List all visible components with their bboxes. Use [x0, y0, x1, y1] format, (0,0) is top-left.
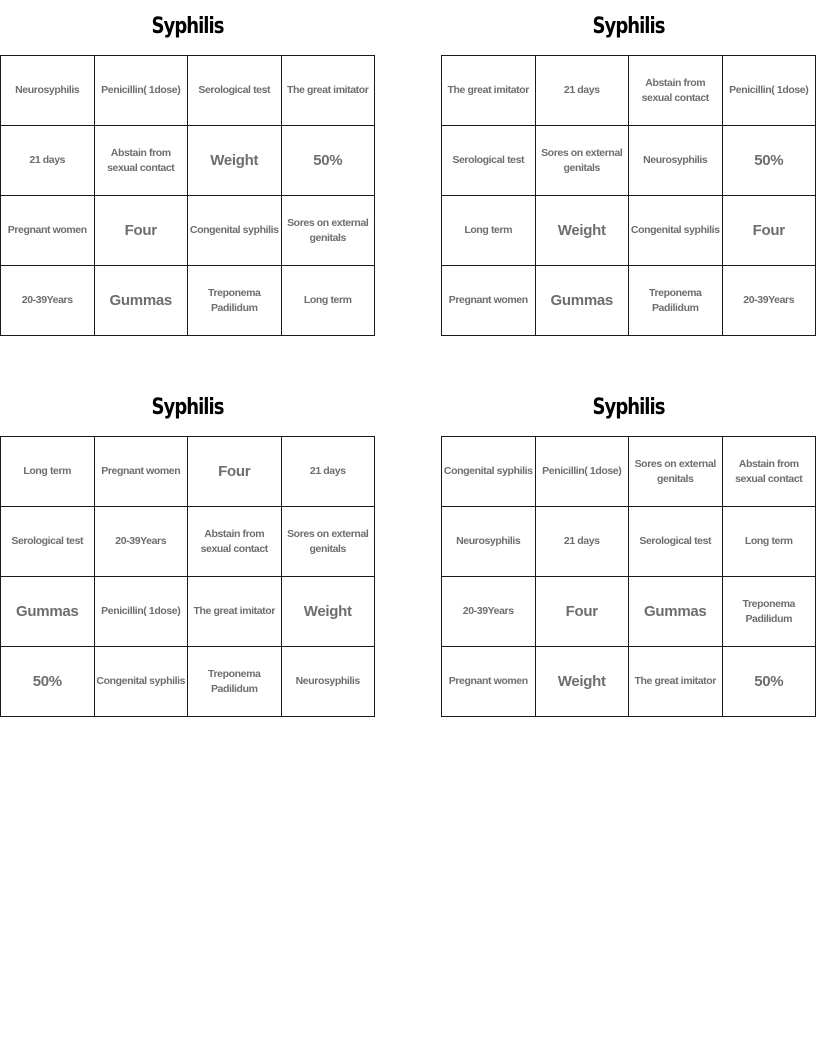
- bingo-cell: Pregnant women: [442, 266, 536, 336]
- bingo-cell: Neurosyphilis: [282, 647, 376, 717]
- bingo-cell: Four: [723, 196, 816, 266]
- bingo-cell: Serological test: [629, 507, 723, 577]
- bingo-cell: Treponema Padilidum: [188, 647, 282, 717]
- bingo-cell: Serological test: [442, 126, 536, 196]
- bingo-cell: 21 days: [536, 56, 630, 126]
- bingo-cell: Treponema Padilidum: [188, 266, 282, 336]
- bingo-cell: Congenital syphilis: [442, 437, 536, 507]
- bingo-card-1: [0, 10, 375, 336]
- bingo-cell: Four: [95, 196, 189, 266]
- bingo-cell: Pregnant women: [95, 437, 189, 507]
- bingo-cell: Long term: [282, 266, 376, 336]
- bingo-cell: Weight: [188, 126, 282, 196]
- bingo-cell: 50%: [723, 126, 816, 196]
- bingo-cell: Abstain from sexual contact: [723, 437, 816, 507]
- bingo-cell: Penicillin( 1dose): [95, 56, 189, 126]
- bingo-cell: Serological test: [188, 56, 282, 126]
- bingo-cell: Weight: [536, 647, 630, 717]
- bingo-cell: The great imitator: [282, 56, 376, 126]
- bingo-cell: 50%: [723, 647, 816, 717]
- bingo-card-2: [441, 10, 816, 336]
- bingo-cell: Sores on external genitals: [282, 196, 376, 266]
- bingo-cell: Four: [536, 577, 630, 647]
- card-title: Syphilis: [592, 14, 665, 39]
- bingo-cell: Neurosyphilis: [629, 126, 723, 196]
- bingo-cell: Long term: [723, 507, 816, 577]
- bingo-cell: Penicillin( 1dose): [536, 437, 630, 507]
- bingo-cell: Sores on external genitals: [629, 437, 723, 507]
- bingo-grid: [441, 436, 816, 717]
- bingo-cell: 20-39Years: [723, 266, 816, 336]
- bingo-cell: Gummas: [95, 266, 189, 336]
- bingo-cell: The great imitator: [442, 56, 536, 126]
- bingo-cell: The great imitator: [188, 577, 282, 647]
- card-title: Syphilis: [592, 395, 665, 420]
- bingo-cell: 21 days: [282, 437, 376, 507]
- bingo-cell: Serological test: [1, 507, 95, 577]
- bingo-cell: Treponema Padilidum: [723, 577, 816, 647]
- bingo-cell: Long term: [442, 196, 536, 266]
- bingo-cell: 50%: [282, 126, 376, 196]
- bingo-cell: 21 days: [1, 126, 95, 196]
- bingo-cell: Four: [188, 437, 282, 507]
- bingo-cell: Sores on external genitals: [536, 126, 630, 196]
- bingo-card-4: [441, 391, 816, 717]
- bingo-cell: 50%: [1, 647, 95, 717]
- bingo-grid: [0, 436, 375, 717]
- bingo-cell: 21 days: [536, 507, 630, 577]
- bingo-card-3: [0, 391, 375, 717]
- bingo-cell: Penicillin( 1dose): [95, 577, 189, 647]
- bingo-cell: 20-39Years: [442, 577, 536, 647]
- bingo-cell: 20-39Years: [1, 266, 95, 336]
- bingo-cell: Gummas: [1, 577, 95, 647]
- bingo-cell: Penicillin( 1dose): [723, 56, 816, 126]
- card-title: Syphilis: [151, 395, 224, 420]
- bingo-cell: Congenital syphilis: [629, 196, 723, 266]
- bingo-cell: Neurosyphilis: [442, 507, 536, 577]
- bingo-cell: Long term: [1, 437, 95, 507]
- bingo-cell: Weight: [536, 196, 630, 266]
- bingo-cell: Pregnant women: [1, 196, 95, 266]
- bingo-cell: Pregnant women: [442, 647, 536, 717]
- bingo-cell: Abstain from sexual contact: [629, 56, 723, 126]
- bingo-cell: Sores on external genitals: [282, 507, 376, 577]
- bingo-cell: Congenital syphilis: [188, 196, 282, 266]
- bingo-cell: Treponema Padilidum: [629, 266, 723, 336]
- bingo-cell: The great imitator: [629, 647, 723, 717]
- bingo-grid: [0, 55, 375, 336]
- bingo-cell: Weight: [282, 577, 376, 647]
- bingo-cell: Gummas: [536, 266, 630, 336]
- bingo-cell: Neurosyphilis: [1, 56, 95, 126]
- card-title: Syphilis: [151, 14, 224, 39]
- bingo-cell: Gummas: [629, 577, 723, 647]
- bingo-cell: Abstain from sexual contact: [188, 507, 282, 577]
- bingo-cell: Abstain from sexual contact: [95, 126, 189, 196]
- bingo-cell: 20-39Years: [95, 507, 189, 577]
- bingo-cell: Congenital syphilis: [95, 647, 189, 717]
- bingo-grid: [441, 55, 816, 336]
